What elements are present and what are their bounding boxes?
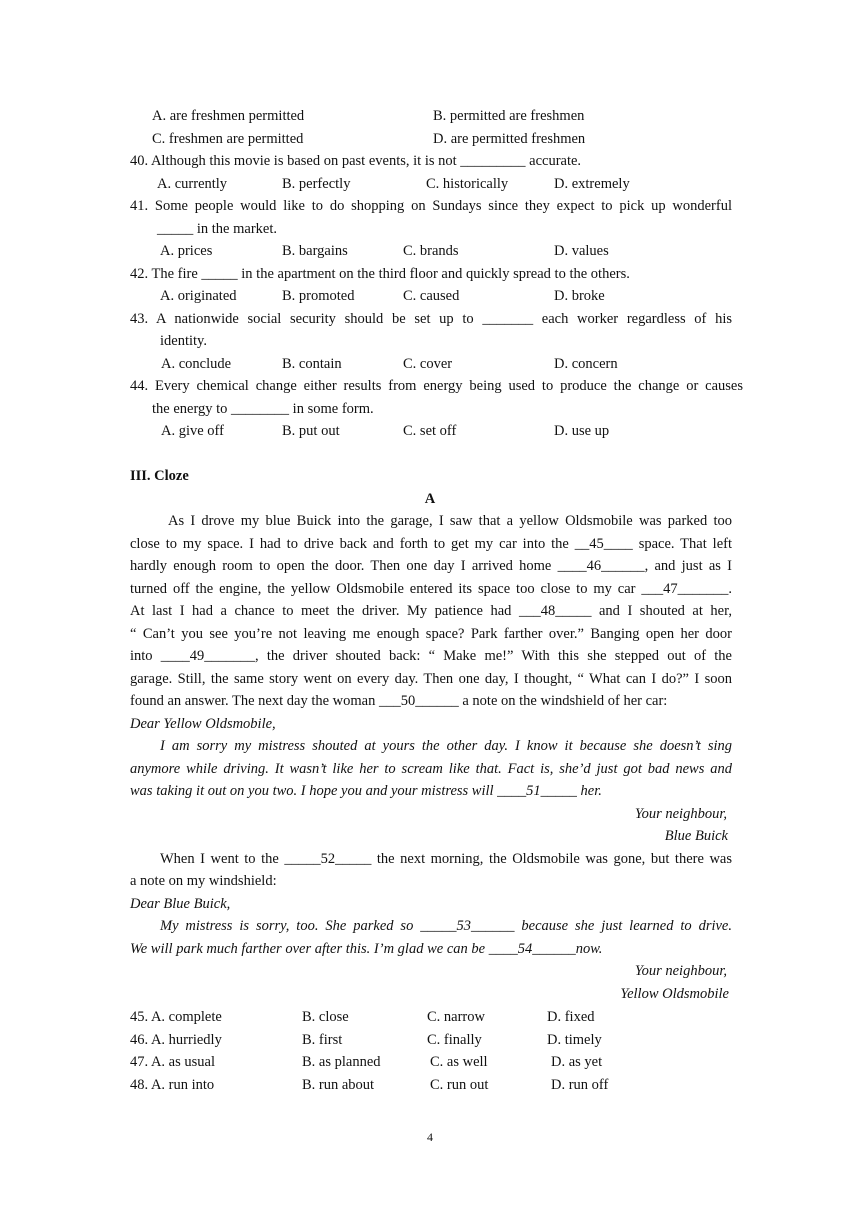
q43-option-b: B. contain <box>282 356 342 372</box>
q40-option-b: B. perfectly <box>282 176 351 192</box>
q41-option-b: B. bargains <box>282 243 348 259</box>
answer-48-a: 48. A. run into <box>130 1077 215 1093</box>
note2-line2: We will park much farther over after this. I’m glad we can be ____54______now. <box>130 941 603 957</box>
q43-stem-line2: identity. <box>160 333 207 349</box>
q44-option-d: D. use up <box>554 423 610 439</box>
passage-p1-line8: garage. Still, the same story went on every day. Then one day, I thought, “ What can I do?” I soon <box>130 671 732 687</box>
note1-line1: I am sorry my mistress shouted at yours the other day. I know it because she doesn’t sing <box>160 738 732 754</box>
q41-option-c: C. brands <box>403 243 459 259</box>
note2-signature: Yellow Oldsmobile <box>620 986 729 1002</box>
page-number: 4 <box>427 1130 433 1144</box>
q43-stem-line1: 43. A nationwide social security should be set up to _______ each worker regardless of his <box>130 311 732 327</box>
note1-salutation: Dear Yellow Oldsmobile, <box>130 716 276 732</box>
q41-stem-line1: 41. Some people would like to do shopping on Sundays since they expect to pick up wonderful <box>130 198 732 214</box>
answer-45-a: 45. A. complete <box>130 1009 222 1025</box>
q44-option-b: B. put out <box>282 423 340 439</box>
q41-option-a: A. prices <box>160 243 213 259</box>
note1-line3: was taking it out on you two. I hope you and your mistress will ____51_____ her. <box>130 783 602 799</box>
q39-option-b: B. permitted are freshmen <box>433 108 585 124</box>
q40-stem: 40. Although this movie is based on past events, it is not _________ accurate. <box>130 153 582 169</box>
q41-stem-line2: _____ in the market. <box>157 221 278 237</box>
answer-45-b: B. close <box>302 1009 349 1025</box>
q40-option-c: C. historically <box>426 176 509 192</box>
answer-46-a: 46. A. hurriedly <box>130 1032 222 1048</box>
note1-signature: Blue Buick <box>664 828 728 844</box>
q40-option-d: D. extremely <box>554 176 630 192</box>
part-heading: A <box>424 491 436 507</box>
answer-45-c: C. narrow <box>427 1009 485 1025</box>
q44-option-c: C. set off <box>403 423 457 439</box>
note2-signoff: Your neighbour, <box>634 963 727 979</box>
passage-p1-line9: found an answer. The next day the woman ___50______ a note on the windshield of her car: <box>130 693 668 709</box>
q41-option-d: D. values <box>554 243 609 259</box>
note2-salutation: Dear Blue Buick, <box>130 896 231 912</box>
q39-option-a: A. are freshmen permitted <box>152 108 305 124</box>
answer-46-d: D. timely <box>547 1032 602 1048</box>
note1-signoff: Your neighbour, <box>634 806 727 822</box>
section-heading: III. Cloze <box>130 468 189 484</box>
note1-line2: anymore while driving. It wasn’t like her to scream like that. Fact is, she’d just got bad news and <box>130 761 732 777</box>
passage-p1-line5: At last I had a chance to meet the driver. My patience had ___48_____ and I shouted at her, <box>130 603 732 619</box>
q39-option-d: D. are permitted freshmen <box>433 131 586 147</box>
q42-option-c: C. caused <box>403 288 460 304</box>
passage-p2-line1: When I went to the _____52_____ the next morning, the Oldsmobile was gone, but there was <box>160 851 732 867</box>
answer-48-b: B. run about <box>302 1077 375 1093</box>
answer-46-b: B. first <box>302 1032 343 1048</box>
answer-48-c: C. run out <box>430 1077 489 1093</box>
passage-p2-line2: a note on my windshield: <box>130 873 277 889</box>
answer-47-c: C. as well <box>430 1054 488 1070</box>
passage-p1-line2: close to my space. I had to drive back and forth to get my car into the __45____ space. That left <box>130 536 732 552</box>
passage-p1-line7: into ____49_______, the driver shouted back: “ Make me!” With this she stepped out of the <box>130 648 732 664</box>
q40-option-a: A. currently <box>157 176 228 192</box>
q42-option-b: B. promoted <box>282 288 355 304</box>
q42-stem: 42. The fire _____ in the apartment on the third floor and quickly spread to the others. <box>130 266 630 282</box>
passage-p1-line1: As I drove my blue Buick into the garage, I saw that a yellow Oldsmobile was parked too <box>168 513 732 529</box>
q39-option-c: C. freshmen are permitted <box>152 131 304 147</box>
passage-p1-line3: hardly enough room to open the door. Then one day I arrived home ____46______, and just as I <box>130 558 732 574</box>
answer-47-d: D. as yet <box>551 1054 603 1070</box>
answer-47-b: B. as planned <box>302 1054 381 1070</box>
q42-option-a: A. originated <box>160 288 237 304</box>
answer-45-d: D. fixed <box>547 1009 595 1025</box>
q44-stem-line1: 44. Every chemical change either results from energy being used to produce the change or causes <box>130 378 743 394</box>
q42-option-d: D. broke <box>554 288 605 304</box>
passage-p1-line6: “ Can’t you see you’re not leaving me enough space? Park farther over.” Banging open her door <box>130 626 732 642</box>
q43-option-c: C. cover <box>403 356 453 372</box>
passage-p1-line4: turned off the engine, the yellow Oldsmobile entered its space too close to my car ___47_______. <box>130 581 732 597</box>
answer-48-d: D. run off <box>551 1077 609 1093</box>
q44-option-a: A. give off <box>161 423 224 439</box>
answer-47-a: 47. A. as usual <box>130 1054 215 1070</box>
q43-option-a: A. conclude <box>161 356 232 372</box>
q44-stem-line2: the energy to ________ in some form. <box>152 401 374 417</box>
q43-option-d: D. concern <box>554 356 618 372</box>
note2-line1: My mistress is sorry, too. She parked so _____53______ because she just learned to drive. <box>160 918 732 934</box>
answer-46-c: C. finally <box>427 1032 482 1048</box>
